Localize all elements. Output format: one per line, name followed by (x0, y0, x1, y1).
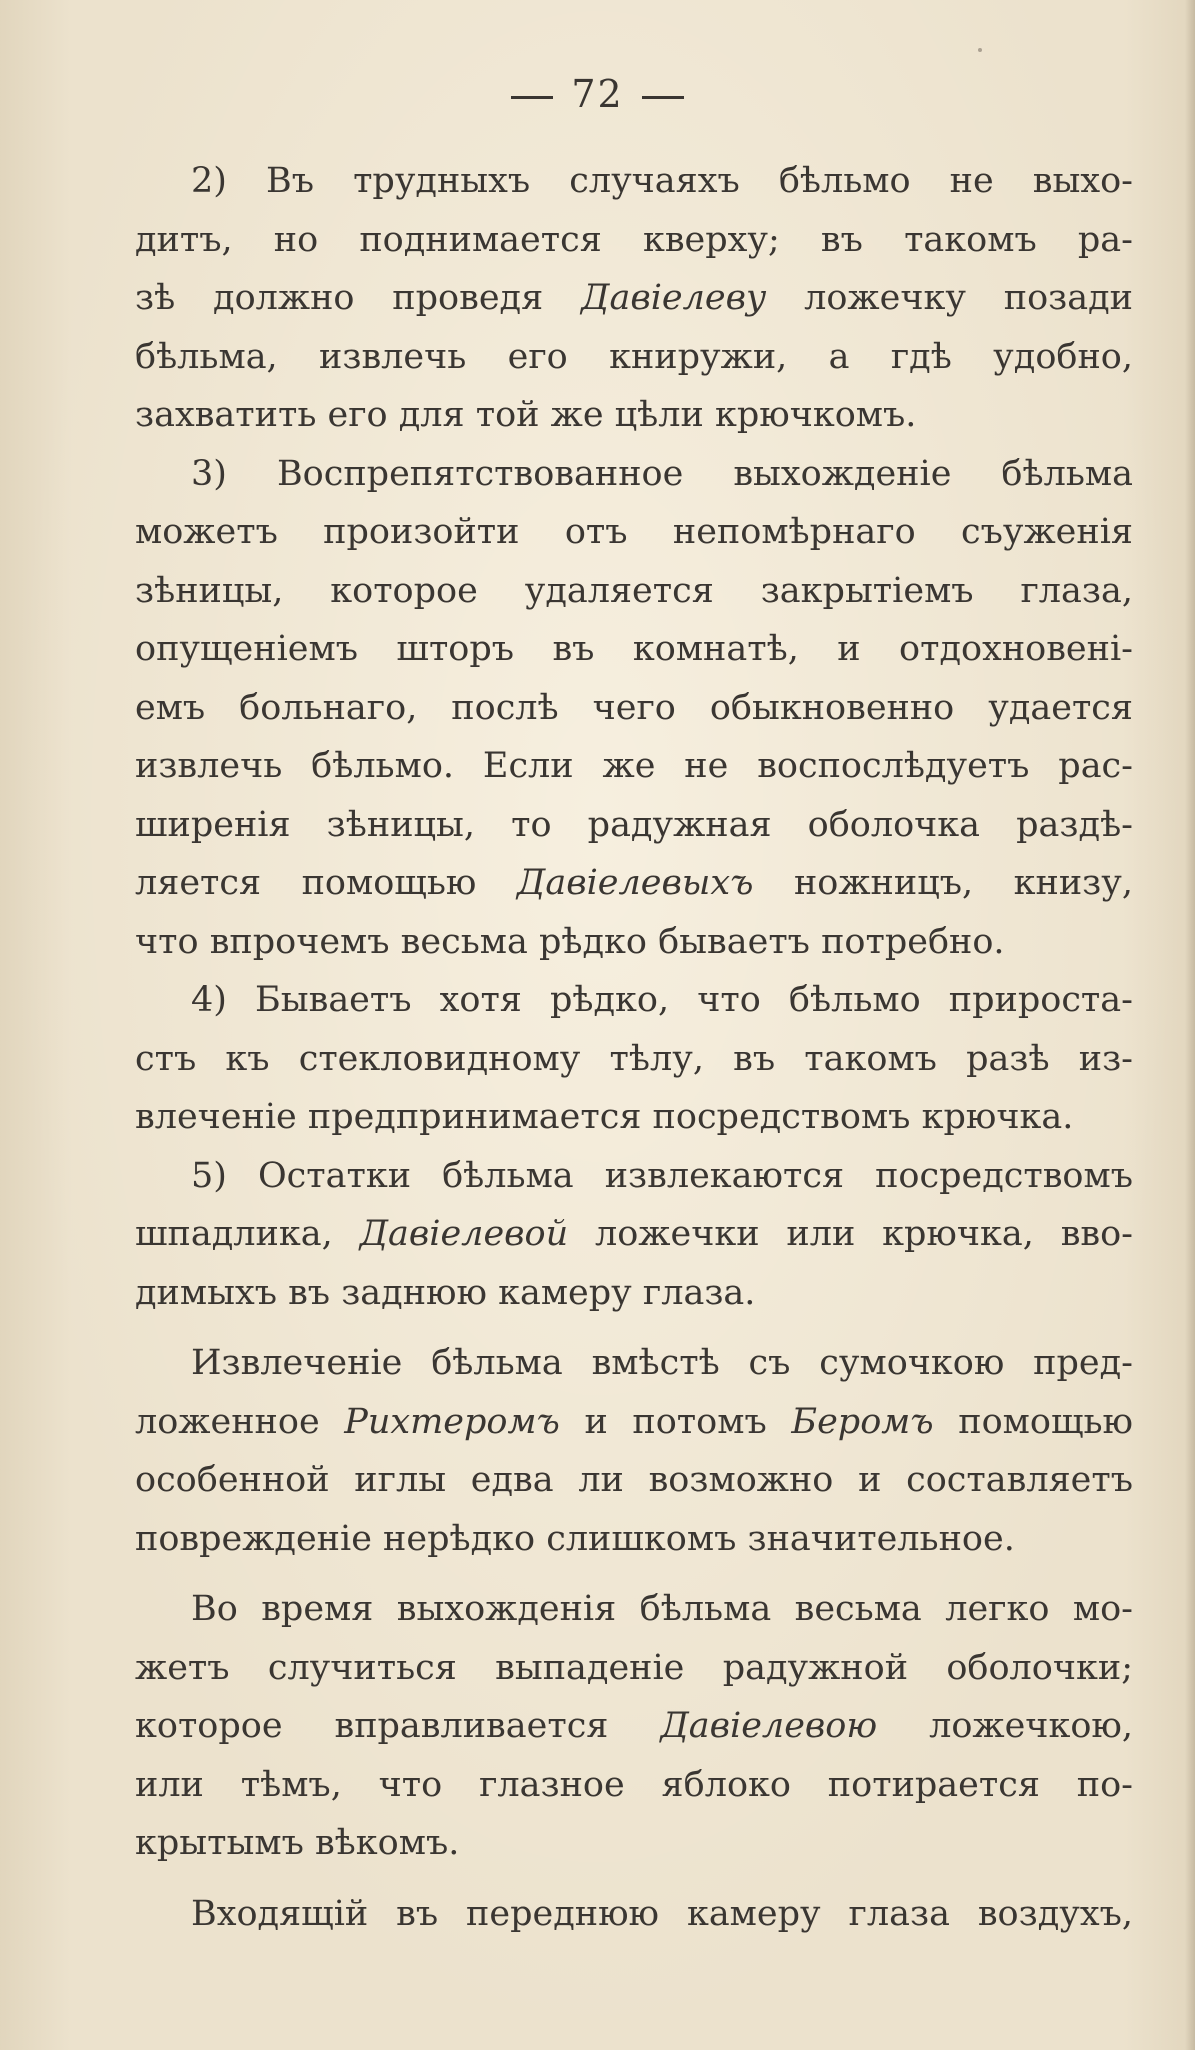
text-line: Извлеченіе бѣльма вмѣстѣ съ сумочкою пред- (191, 1343, 1133, 1383)
text-line: бѣльма, извлечь его книружи, а гдѣ удобно, (135, 336, 1133, 377)
text-line: опущеніемъ шторъ въ комнатѣ, и отдохновені- (135, 629, 1133, 669)
paper-speck (978, 48, 982, 52)
italic-word: Давіелевою (660, 1706, 878, 1746)
italic-word: Давіелевой (359, 1214, 569, 1254)
text-line: которое вправливается Давіелевою ложечкою, (135, 1706, 1133, 1746)
page-number: 72 (571, 72, 624, 116)
text-line: ложенное Рихтеромъ и потомъ Беромъ помощью (135, 1401, 1134, 1442)
text-line: можетъ произойти отъ непомѣрнаго съуженія (135, 512, 1133, 552)
body-text (135, 152, 1133, 1943)
italic-word: Рихтеромъ (344, 1401, 560, 1442)
text-line: ширенія зѣницы, то радужная оболочка раздѣ- (135, 804, 1133, 845)
text-line: стъ къ стекловидному тѣлу, въ такомъ разѣ из- (135, 1038, 1133, 1079)
text-line: 5) Остатки бѣльма извлекаются посредствомъ (191, 1155, 1133, 1196)
text-line: зѣ должно проведя Давіелеву ложечку позади (135, 278, 1133, 318)
text-line: что впрочемъ весьма рѣдко бываетъ потребно. (135, 921, 1005, 962)
text-line: дитъ, но поднимается кверху; въ такомъ ра- (135, 219, 1133, 260)
header-dash-right (642, 96, 684, 99)
text-line: особенной иглы едва ли возможно и составляетъ (135, 1460, 1133, 1500)
text-line: или тѣмъ, что глазное яблоко потирается по- (135, 1764, 1133, 1805)
text-line: жетъ случиться выпаденіе радужной оболочки; (135, 1647, 1133, 1688)
text-line: Входящій въ переднюю камеру глаза воздухъ, (191, 1893, 1133, 1934)
text-line: зѣницы, которое удаляется закрытіемъ глаза, (135, 570, 1133, 611)
italic-word: Давіелевыхъ (516, 863, 754, 903)
header-dash-left (511, 96, 553, 99)
page-edge-shadow (1185, 0, 1195, 2050)
text-line: поврежденіе нерѣдко слишкомъ значительное. (135, 1518, 1015, 1559)
text-line: 2) Въ трудныхъ случаяхъ бѣльмо не выхо- (191, 161, 1133, 201)
italic-word: Давіелеву (581, 278, 767, 318)
page-header (0, 72, 1195, 116)
text-line: извлечь бѣльмо. Если же не воспослѣдуетъ рас- (135, 746, 1133, 786)
text-line: крытымъ вѣкомъ. (135, 1823, 460, 1863)
text-line: емъ больнаго, послѣ чего обыкновенно удается (135, 687, 1133, 728)
text-line: шпадлика, Давіелевой ложечки или крючка, вво- (135, 1214, 1134, 1254)
text-line: 3) Воспрепятствованное выхожденіе бѣльма (191, 453, 1133, 494)
text-line: влеченіе предпринимается посредствомъ крючка. (135, 1097, 1074, 1137)
text-line: Во время выхожденія бѣльма весьма легко мо- (191, 1589, 1133, 1629)
text-line: 4) Бываетъ хотя рѣдко, что бѣльмо прироста- (191, 980, 1133, 1020)
text-line: ляется помощью Давіелевыхъ ножницъ, книзу, (135, 863, 1133, 903)
text-line: димыхъ въ заднюю камеру глаза. (135, 1272, 756, 1313)
italic-word: Беромъ (791, 1401, 934, 1442)
text-line: захватить его для той же цѣли крючкомъ. (135, 395, 917, 435)
